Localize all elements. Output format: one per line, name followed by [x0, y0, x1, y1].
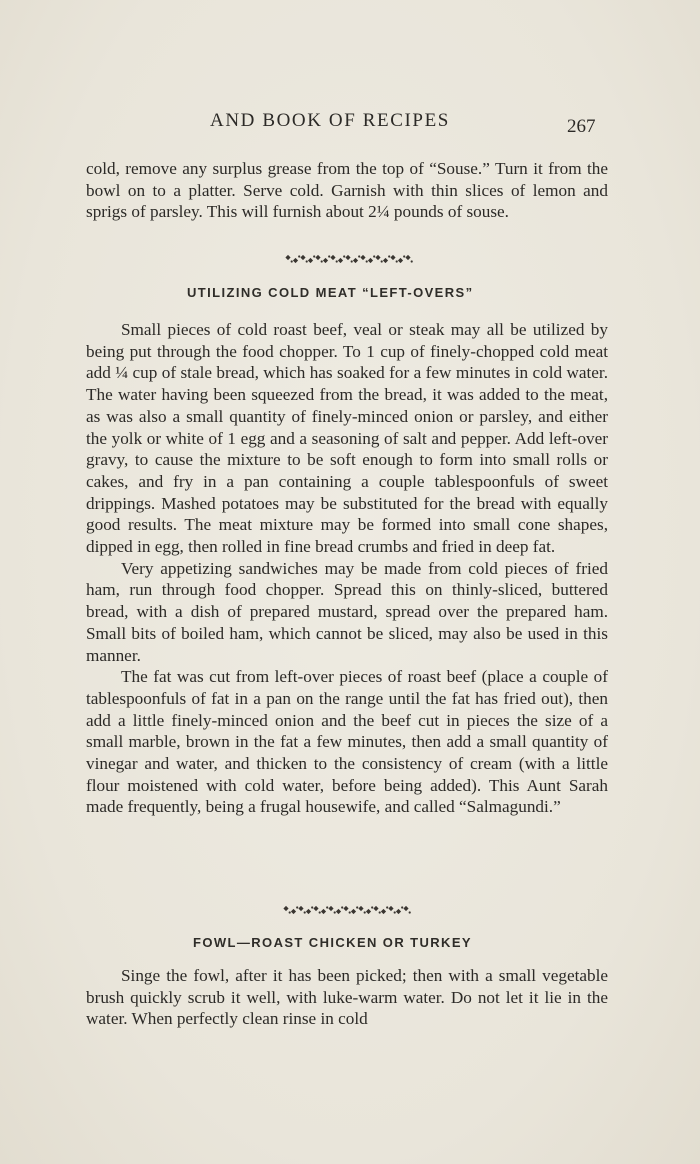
fowl-paragraph-1: Singe the fowl, after it has been picked; then with a small vegetable brush quickly scrub it well, with luke-warm water. Do not let it lie in the water. When perfectly clean rinse in cold [86, 966, 608, 1029]
section-heading-fowl: FOWL—ROAST CHICKEN OR TURKEY [193, 935, 472, 950]
leftovers-paragraph-2: Very appetizing sandwiches may be made from cold pieces of fried ham, run through food chopper. Spread this on thinly-sliced, buttered bread, with a dish of prepared mustard, spread over the prepared ham. Small bits of boiled ham, which cannot be sliced, may also be used in this manner. [86, 558, 608, 665]
ornament-divider-icon [282, 904, 412, 916]
leftovers-paragraph-1: Small pieces of cold roast beef, veal or steak may all be utilized by being put through the food chopper. To 1 cup of finely-chopped cold meat add ¼ cup of stale bread, which has soaked for a few minutes in cold water. The water having been squeezed from the bread, it was added to the meat, as was also a small quantity of finely-minced onion or parsley, and either the yolk or white of 1 egg and a seasoning of salt and pepper. Add left-over gravy, to cause the mixture to be soft enough to form into small rolls or cakes, and fry in a pan containing a couple tablespoonfuls of sweet drippings. Mashed potatoes may be substituted for the bread with equally good results. The meat mixture may be formed into small cone shapes, dipped in egg, then rolled in fine bread crumbs and fried in deep fat. [86, 320, 608, 557]
leftovers-paragraph-3: The fat was cut from left-over pieces of roast beef (place a couple of tablespoonfuls of fat in a pan on the range until the fat has fried out), then add a little finely-minced onion and the beef cut in pieces the size of a small marble, brown in the fat a few minutes, then add a small quantity of vinegar and water, and thicken to the consistency of cream (with a little flour moistened with cold water, before being added). This Aunt Sarah made frequently, being a frugal housewife, and called “Salmagundi.” [86, 667, 608, 817]
ornament-divider-icon [284, 253, 418, 265]
ornament-divider [284, 253, 418, 265]
running-header: AND BOOK OF RECIPES [210, 110, 450, 131]
leftovers-body [86, 319, 608, 818]
ornament-divider [282, 904, 412, 916]
page-number: 267 [567, 116, 596, 137]
souse-continuation [86, 158, 608, 223]
section-heading-leftovers: UTILIZING COLD MEAT “LEFT-OVERS” [187, 285, 474, 300]
fowl-body [86, 965, 608, 1030]
souse-paragraph: cold, remove any surplus grease from the top of “Souse.” Turn it from the bowl on to a platter. Serve cold. Garnish with thin slices of lemon and sprigs of parsley. This will furnish about 2¼ pounds of souse. [86, 159, 608, 222]
